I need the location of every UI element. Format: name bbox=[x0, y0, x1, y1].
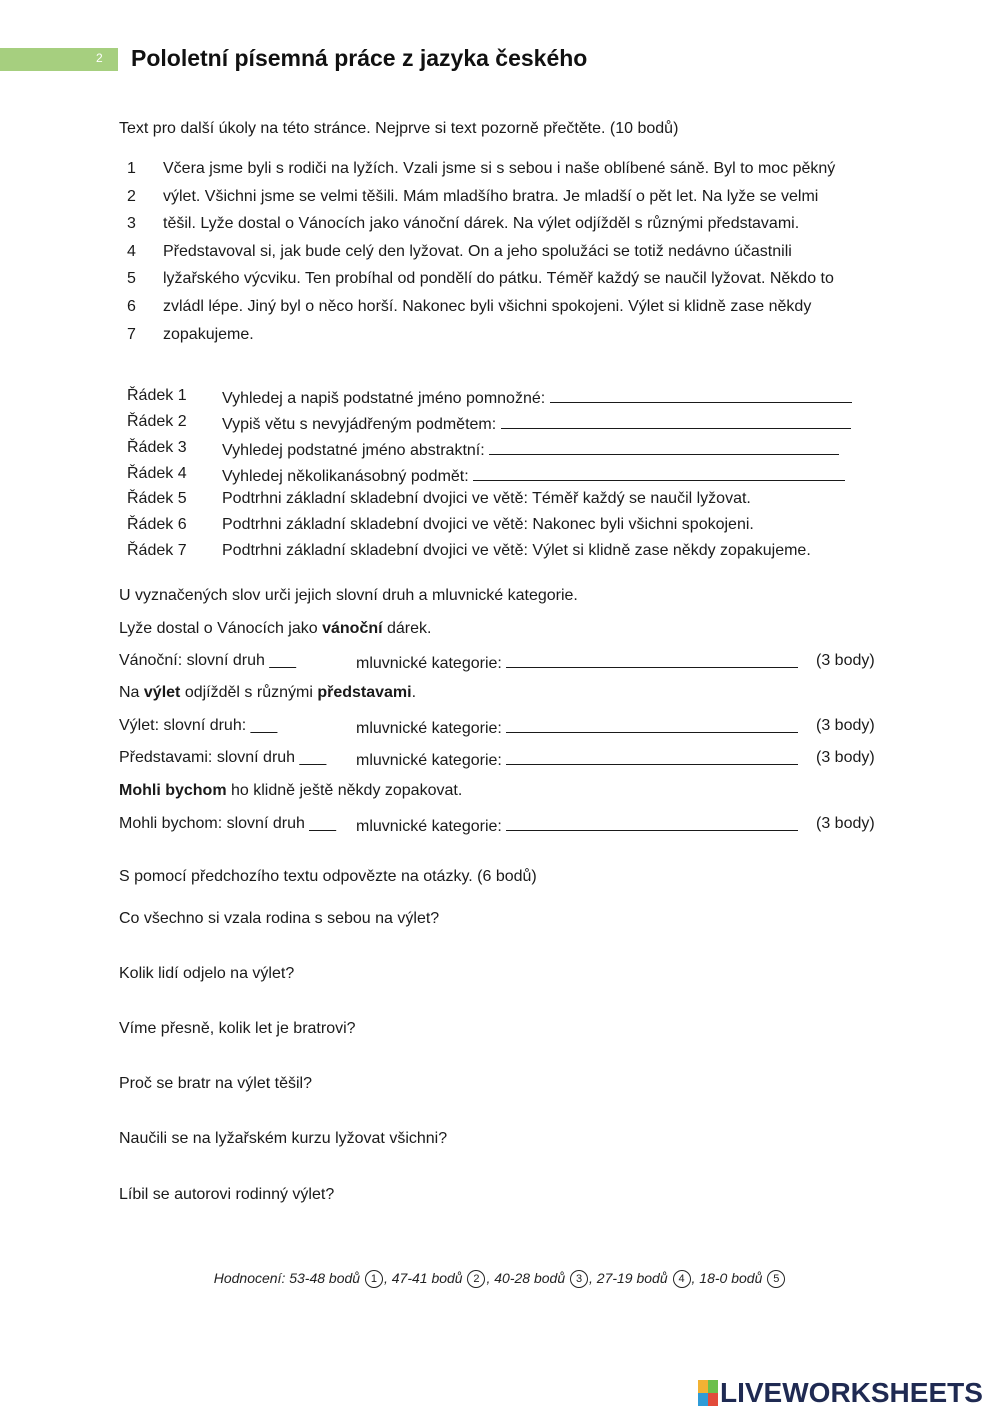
row-label: Řádek 7 bbox=[127, 542, 187, 559]
answer-line[interactable] bbox=[489, 439, 839, 455]
row-label: Řádek 5 bbox=[127, 490, 187, 507]
question: Víme přesně, kolik let je bratrovi? bbox=[119, 1020, 356, 1037]
grammar-instruction: U vyznačených slov urči jejich slovní druh a mluvnické kategorie. bbox=[119, 587, 578, 604]
grade-circle: 1 bbox=[365, 1270, 383, 1288]
example-sentence bbox=[119, 782, 462, 800]
row-label: Řádek 1 bbox=[127, 387, 187, 404]
categories-field bbox=[356, 749, 798, 770]
categories-label: mluvnické kategorie: bbox=[356, 818, 502, 835]
grade-circle: 3 bbox=[570, 1270, 588, 1288]
points-label: (3 body) bbox=[816, 652, 875, 669]
grade-circle: 4 bbox=[673, 1270, 691, 1288]
categories-field bbox=[356, 815, 798, 836]
text-line: zopakujeme. bbox=[163, 326, 254, 343]
page-number: 2 bbox=[96, 51, 103, 65]
sentence-part: dárek. bbox=[382, 620, 432, 637]
questions-instruction: S pomocí předchozího textu odpovězte na otázky. (6 bodů) bbox=[119, 868, 537, 885]
line-number: 7 bbox=[127, 326, 136, 343]
grade-range: 53-48 bodů bbox=[289, 1270, 361, 1286]
sentence-part: ho klidně ještě někdy zopakovat. bbox=[226, 782, 463, 799]
question: Proč se bratr na výlet těšil? bbox=[119, 1075, 312, 1092]
categories-field bbox=[356, 652, 798, 673]
line-number: 5 bbox=[127, 270, 136, 287]
answer-line[interactable] bbox=[473, 465, 845, 481]
line-number: 3 bbox=[127, 215, 136, 232]
word-type-label: Představami: slovní druh ___ bbox=[119, 749, 327, 766]
line-number: 2 bbox=[127, 188, 136, 205]
grade-circle: 2 bbox=[467, 1270, 485, 1288]
row-task-text: Vypiš větu s nevyjádřeným podmětem: bbox=[222, 416, 497, 433]
page-title: Pololetní písemná práce z jazyka českého bbox=[131, 45, 588, 71]
categories-field bbox=[356, 717, 798, 738]
row-task-text: Podtrhni základní skladební dvojici ve větě: Téměř každý se naučil lyžovat. bbox=[222, 490, 751, 507]
text-line: těšil. Lyže dostal o Vánocích jako vánoční dárek. Na výlet odjížděl s různými představami. bbox=[163, 215, 800, 232]
line-number: 1 bbox=[127, 160, 136, 177]
liveworksheets-logo[interactable] bbox=[698, 1377, 983, 1409]
word-type-label: Vánoční: slovní druh ___ bbox=[119, 652, 297, 669]
question: Naučili se na lyžařském kurzu lyžovat všichni? bbox=[119, 1130, 448, 1147]
reading-instruction: Text pro další úkoly na této stránce. Nejprve si text pozorně přečtěte. (10 bodů) bbox=[119, 120, 679, 137]
example-sentence bbox=[119, 620, 431, 638]
text-line: Včera jsme byli s rodiči na lyžích. Vzali jsme si s sebou i naše oblíbené sáně. Byl to moc pěkný bbox=[163, 160, 836, 177]
word-type-label: Výlet: slovní druh: ___ bbox=[119, 717, 278, 734]
grade-range: 27-19 bodů bbox=[596, 1270, 668, 1286]
sentence-part: Na bbox=[119, 684, 144, 701]
points-label: (3 body) bbox=[816, 815, 875, 832]
question: Co všechno si vzala rodina s sebou na výlet? bbox=[119, 910, 440, 927]
brand-name: LIVEWORKSHEETS bbox=[720, 1377, 983, 1408]
row-task-text: Vyhledej podstatné jméno abstraktní: bbox=[222, 442, 485, 459]
row-label: Řádek 6 bbox=[127, 516, 187, 533]
question: Líbil se autorovi rodinný výlet? bbox=[119, 1186, 335, 1203]
row-task-text: Podtrhni základní skladební dvojici ve větě: Výlet si klidně zase někdy zopakujeme. bbox=[222, 542, 811, 559]
row-task bbox=[222, 439, 839, 460]
row-task-text: Vyhledej a napiš podstatné jméno pomnožné: bbox=[222, 390, 546, 407]
grade-circle: 5 bbox=[767, 1270, 785, 1288]
grading-scale: Hodnocení: 53-48 bodů 1 , 47-41 bodů 2 , 40-28 bodů 3 , 27-19 bodů 4 , 18-0 bodů 5 bbox=[0, 1270, 1000, 1288]
row-task bbox=[222, 465, 845, 486]
sentence-part: . bbox=[411, 684, 417, 701]
highlighted-word: Mohli bychom bbox=[119, 782, 227, 799]
line-number: 6 bbox=[127, 298, 136, 315]
row-label: Řádek 3 bbox=[127, 439, 187, 456]
highlighted-word: představami bbox=[317, 684, 412, 701]
grade-range: 47-41 bodů bbox=[391, 1270, 463, 1286]
grading-label: Hodnocení: bbox=[213, 1270, 290, 1286]
row-label: Řádek 4 bbox=[127, 465, 187, 482]
answer-line[interactable] bbox=[506, 652, 798, 668]
categories-label: mluvnické kategorie: bbox=[356, 752, 502, 769]
answer-line[interactable] bbox=[506, 717, 798, 733]
highlighted-word: výlet bbox=[143, 684, 181, 701]
row-task-text: Vyhledej několikanásobný podmět: bbox=[222, 468, 469, 485]
text-line: Představoval si, jak bude celý den lyžovat. On a jeho spolužáci se totiž nedávno účastnili bbox=[163, 243, 792, 260]
grade-range: 18-0 bodů bbox=[699, 1270, 763, 1286]
categories-label: mluvnické kategorie: bbox=[356, 655, 502, 672]
row-task bbox=[222, 413, 851, 434]
points-label: (3 body) bbox=[816, 717, 875, 734]
answer-line[interactable] bbox=[550, 387, 852, 403]
answer-line[interactable] bbox=[506, 815, 798, 831]
highlighted-word: vánoční bbox=[322, 620, 383, 637]
sentence-part: Lyže dostal o Vánocích jako bbox=[119, 620, 323, 637]
text-line: zvládl lépe. Jiný byl o něco horší. Nakonec byli všichni spokojeni. Výlet si klidně zase někdy bbox=[163, 298, 812, 315]
text-line: výlet. Všichni jsme se velmi těšili. Mám mladšího bratra. Je mladší o pět let. Na lyže se velmi bbox=[163, 188, 819, 205]
categories-label: mluvnické kategorie: bbox=[356, 720, 502, 737]
row-label: Řádek 2 bbox=[127, 413, 187, 430]
points-label: (3 body) bbox=[816, 749, 875, 766]
answer-line[interactable] bbox=[501, 413, 851, 429]
logo-icon bbox=[698, 1380, 718, 1406]
question: Kolik lidí odjelo na výlet? bbox=[119, 965, 295, 982]
sentence-part: odjížděl s různými bbox=[180, 684, 318, 701]
text-line: lyžařského výcviku. Ten probíhal od pondělí do pátku. Téměř každý se naučil lyžovat. Někdo to bbox=[163, 270, 834, 287]
answer-line[interactable] bbox=[506, 749, 798, 765]
row-task-text: Podtrhni základní skladební dvojici ve větě: Nakonec byli všichni spokojeni. bbox=[222, 516, 754, 533]
example-sentence bbox=[119, 684, 416, 702]
grade-range: 40-28 bodů bbox=[494, 1270, 566, 1286]
word-type-label: Mohli bychom: slovní druh ___ bbox=[119, 815, 336, 832]
row-task bbox=[222, 387, 852, 408]
line-number: 4 bbox=[127, 243, 136, 260]
